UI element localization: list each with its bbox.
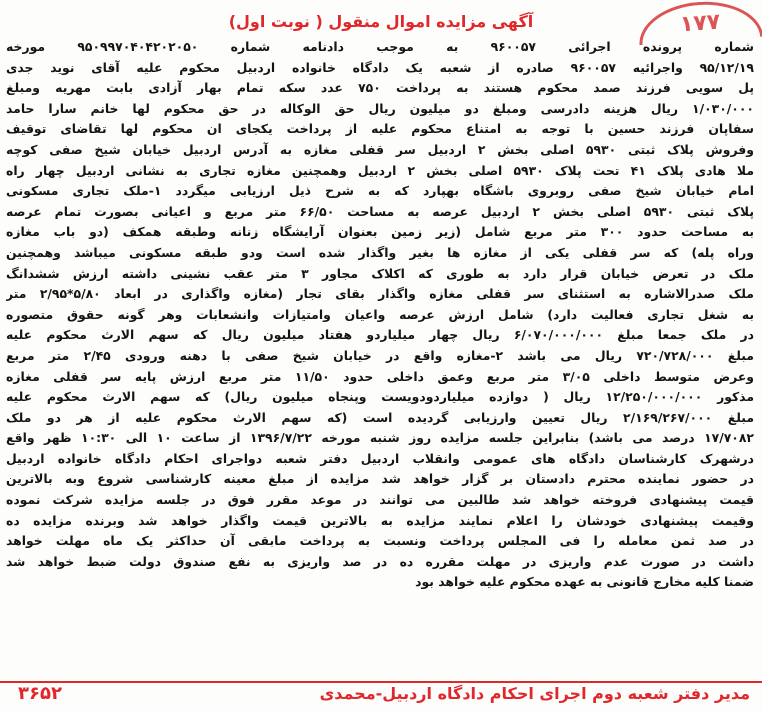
body-line: ۱/۰۳۰/۰۰۰ ریال هزینه دادرسی ومبلغ دو میلیون ریال حق الوکاله در حق محکوم لها خانم سارا حامد	[6, 100, 754, 116]
body-line: ملا هادی پلاک ۴۱ تحت پلاک ۵۹۳۰ اصلی بخش ۲ اردبیل وهمچنین مغازه تجاری به نشانی اردبیل چهار راه	[6, 162, 754, 178]
handwritten-stamp: ١٧٧	[637, 0, 762, 45]
body-line: درشهرک کارشناسان دادگاه های عمومی وانقلاب اردبیل دفتر شعبه دواجرای احکام دادگاه خانواده اردبیل	[6, 450, 754, 466]
footer-code: ۳۶۵۲	[18, 683, 62, 704]
body-line: وعرض متوسط داخلی ۳/۰۵ متر مربع وعمق داخلی حدود ۱۱/۵۰ متر مربع ارزش پایه سر قفلی مغازه	[6, 368, 754, 384]
ad-heading: آگهی مزایده اموال منقول ( نوبت اول)	[228, 12, 534, 31]
body-line: مبلغ ۷۲۰/۷۲۸/۰۰۰ ریال می باشد ۲-مغازه واقع در خیابان شیخ صفی با دهنه ورودی ۲/۴۵ متر مربع	[6, 347, 754, 363]
body-line: پلاک ثبتی ۵۹۳۰ اصلی بخش ۲ اردبیل عرصه به مساحت ۶۶/۵۰ متر مربع و اعیانی بصورت تمام عرصه	[6, 203, 754, 219]
body-line: وفروش پلاک ثبتی ۵۹۳۰ اصلی بخش ۲ اردبیل سر قفلی مغازه به آدرس اردبیل خیابان شیخ صفی کوچه	[6, 141, 754, 157]
body-line: در حضور نماینده محترم دادستان بر گزار خواهد شد مزایده از مبلغ معینه کارشناسی شروع وبه بالاترین	[6, 471, 754, 487]
body-line: وقیمت پیشنهادی خودشان را اعلام نمایند مزایده به بالاترین قیمت واگذار خواهد شد وبرنده مزایده ده	[6, 512, 754, 528]
body-line: ملک صدرالاشاره به استثنای سر قفلی مغازه واگذار بقای تجار (مغازه واگذاری در ابعاد ۵/۸۰*۲/۹۵ متر	[6, 286, 754, 302]
body-line: داشت در صورت عدم واریزی در مهلت مقرره ده در صد واریزی به نفع صندوق دولت ضبط خواهد شد	[6, 553, 754, 569]
body-line: پل سویی فرزند صمد محکوم هستند به پرداخت ۷۵۰ عدد سکه تمام بهار آزادی بابت مهریه ومبلغ	[6, 80, 754, 96]
ad-body-text	[6, 37, 754, 593]
footer-signature: مدیر دفتر شعبه دوم اجرای احکام دادگاه اردبیل-محمدی	[319, 684, 750, 703]
footer-divider	[0, 681, 762, 683]
body-line: قیمت پیشنهادی فروخته خواهد شد طالبین می توانند در موعد مقرر فوق در جلسه مزایده شرکت نموده	[6, 492, 754, 508]
body-line: امام خیابان شیخ صفی روبروی باشگاه بهپارد که به شرح ذیل ارزیابی میگردد ۱-ملک تجاری مسکونی	[6, 183, 754, 199]
body-line: ضمنا کلیه مخارج قانونی به عهده محکوم علیه خواهد بود	[415, 574, 754, 590]
body-line: وراه پله) که سر قفلی یکی از مغازه ها بغیر واگذار شده است ودو طبقه مسکونی میباشد وهمچنین	[6, 244, 754, 260]
body-line: ۱۷/۷۰۸۲ درصد می باشد) بنابراین جلسه مزایده روز شنبه مورخه ۱۳۹۶/۷/۲۲ از ساعت ۱۰ الی ۱۰:۳۰ ظهر واقع	[6, 430, 754, 446]
body-line: در صد ثمن معامله را فی المجلس پرداخت ونسبت به پرداخت مابقی آن حداکثر یک ماه مهلت خواهد	[6, 533, 754, 549]
body-line: در ملک جمعا مبلغ ۶/۰۷۰/۰۰۰/۰۰۰ ریال چهار میلیاردو هفتاد میلیون ریال که سهم الارث محکوم علیه	[6, 327, 754, 343]
body-line: به مساحت حدود ۳۰۰ متر مربع شامل (زیر زمین بعنوان آرایشگاه زنانه وطبقه همکف (دو باب مغازه	[6, 224, 754, 240]
body-line: مذکور ۱۲/۲۵۰/۰۰۰/۰۰۰ ریال ( دوازده میلیاردودویست وپنجاه میلیون ریال) که سهم الارث محکوم علیه	[6, 389, 754, 405]
body-line: ۹۵/۱۲/۱۹ واجرائیه ۹۶۰۰۵۷ صادره از شعبه یک دادگاه خانواده اردبیل محکوم علیه آقای نوید جدی	[6, 59, 754, 75]
body-line: مبلغ ۲/۱۶۹/۲۶۷/۰۰۰ ریال تعیین وارزیابی گردیده است (که سهم الارث محکوم علیه از هر دو ملک	[6, 409, 754, 425]
body-line: سفاپان فرزند حسین با توجه به امتناع محکوم علیه از پرداخت یکجای ان محکوم لها تقاضای توقیف	[6, 121, 754, 137]
body-line: ملک در تعرض خیابان قرار دارد به طوری که اکلاک مجاور ۳ متر عقب نشینی داشته ارزش ششدانگ	[6, 265, 754, 281]
body-line: شماره پرونده اجرائی ۹۶۰۰۵۷ به موجب دادنامه شماره ۹۵۰۹۹۷۰۴۰۴۲۰۲۰۵۰ مورخه	[6, 39, 754, 54]
body-line: به شغل تجاری فعالیت دارد) شامل ارزش عرصه واعیان وامتیازات وانشعابات وهر گونه حقوق متصوره	[6, 306, 754, 322]
